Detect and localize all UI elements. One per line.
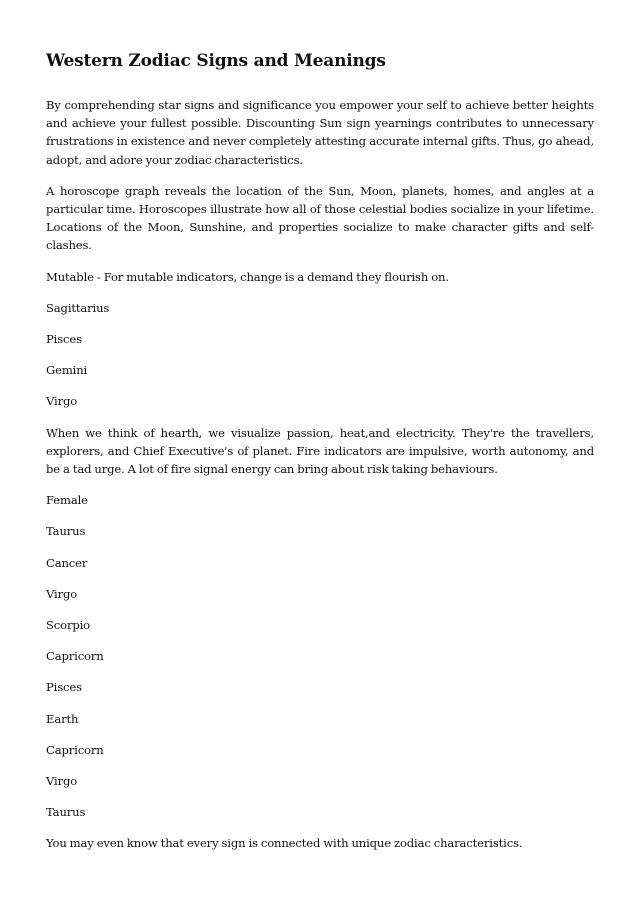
list-item: Earth: [46, 711, 79, 726]
paragraph-mutable: Mutable - For mutable indicators, change is a demand they flourish on.: [46, 269, 449, 284]
list-item: Virgo: [46, 586, 78, 601]
list-item: Pisces: [46, 680, 82, 695]
paragraph-closing: You may even know that every sign is connected with unique zodiac characteristics.: [46, 836, 523, 851]
list-item: Cancer: [46, 555, 88, 570]
list-item: Capricorn: [46, 742, 104, 757]
list-item: Pisces: [46, 332, 82, 347]
list-item: Virgo: [46, 394, 78, 409]
list-item: Taurus: [46, 805, 86, 820]
list-item: Female: [46, 493, 88, 508]
paragraph-horoscope-graph: A horoscope graph reveals the location of the Sun, Moon, planets, homes, and angles at a particular time. Horoscopes illustrate how all of those celestial bodies socialize in your lifetime. Locations of the Moon, Sunshine, and properties socialize to make character gifts and self-clashes.: [46, 183, 594, 253]
document-page: [46, 50, 594, 866]
paragraph-fire-signs: When we think of hearth, we visualize passion, heat,and electricity. They're the travellers, explorers, and Chief Executive's of planet. Fire indicators are impulsive, worth autonomy, and be a tad urge. A lot of fire signal energy can bring about risk taking behaviours.: [46, 425, 594, 477]
list-item: Sagittarius: [46, 300, 110, 315]
list-item: Virgo: [46, 774, 78, 789]
list-item: Gemini: [46, 363, 88, 378]
paragraph-intro: By comprehending star signs and significance you empower your self to achieve better heights and achieve your fullest possible. Discounting Sun sign yearnings contributes to unnecessary frustrations in existence and never completely attesting accurate internal gifts. Thus, go ahead, adopt, and adore your zodiac characteristics.: [46, 98, 594, 167]
list-item: Taurus: [46, 524, 86, 539]
page-title: Western Zodiac Signs and Meanings: [46, 51, 386, 71]
list-item: Scorpio: [46, 618, 91, 633]
list-item: Capricorn: [46, 649, 104, 664]
